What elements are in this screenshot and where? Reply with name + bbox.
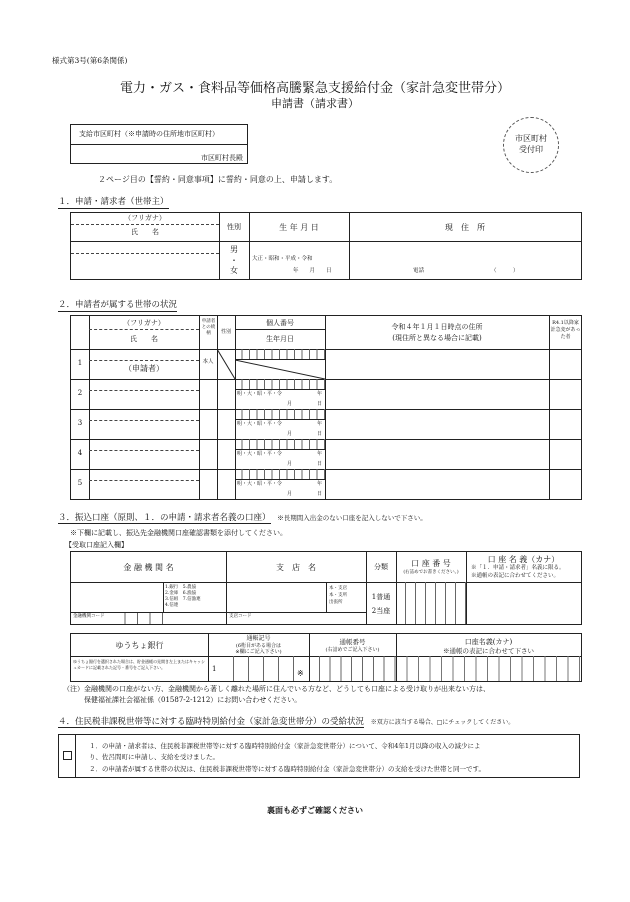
s2-sex: 性別 (220, 329, 231, 335)
row4-day: 日 (317, 461, 323, 467)
row4-year: 年 (317, 451, 323, 457)
row2-no: 2 (77, 389, 83, 397)
futsu-option[interactable]: 1普通 (371, 593, 391, 601)
row2-day: 日 (317, 401, 323, 407)
s2-name: 氏 名 (130, 335, 158, 343)
yucho-number-note: (右詰めでご記入下さい) (325, 647, 380, 653)
branch-name-label: 支 店 名 (276, 563, 316, 572)
benefit-checkbox[interactable] (63, 751, 72, 760)
row3-era: 明・大・昭・平・令 (237, 421, 283, 427)
s1-sex: 性別 (227, 223, 241, 231)
yucho-table[interactable] (70, 633, 582, 682)
s2-furigana: （フリガナ） (123, 319, 165, 327)
section4-heading-note: ※双方に該当する場合、□にチェックしてください。 (370, 719, 515, 726)
row4-month: 月 (287, 461, 293, 467)
s2-sudden-change: R4.1以降家計急変があった者 (550, 320, 581, 340)
row3-year: 年 (317, 421, 323, 427)
yucho-one: 1 (212, 665, 217, 673)
section1-heading: １．申請・請求者（世帯主） (58, 197, 169, 207)
row5-day: 日 (317, 491, 323, 497)
yucho-holder-note: ※通帳の表記に合わせて下さい (443, 647, 534, 655)
row3-day: 日 (317, 431, 323, 437)
s1-eras: 大正・昭和・平成・令和 (252, 256, 313, 262)
bank-code-label: 金融機関コード (73, 614, 105, 619)
s2-address: 令和４年１月１日時点の住所 (391, 323, 483, 331)
row2-year: 年 (317, 391, 323, 397)
row5-year: 年 (317, 481, 323, 487)
section4-line2: り、佐呂間町に申請し、支給を受けました。 (89, 753, 219, 761)
category-label: 分類 (374, 563, 388, 571)
benefit-status-box (58, 734, 580, 778)
holder-label: 口 座 名 義（カナ） (487, 555, 560, 564)
s2-relation: 申請者との続柄 (201, 319, 216, 336)
section4-line1: １．の申請・請求者は、住民税非課税世帯等に対する臨時特別給付金（家計急変世帯分）について、令和4年1月以降の収入の減少によ (89, 742, 481, 750)
s1-phone-paren: （ ） (491, 268, 519, 274)
yucho-label: ゆうちょ銀行 (115, 641, 164, 650)
s2-mynumber: 個人番号 (266, 319, 294, 327)
page-title: 電力・ガス・食料品等価格高騰緊急支援給付金（家計急変世帯分） (119, 81, 510, 96)
s1-male[interactable]: 男 (230, 245, 238, 254)
yucho-symbol-label: 通帳記号 (246, 635, 271, 642)
household-table[interactable] (70, 315, 582, 500)
s2-dob: 生年月日 (266, 335, 294, 343)
row5-month: 月 (287, 491, 293, 497)
section4-heading-wrap (58, 718, 514, 727)
s2-address-note: (現住所と異なる場合に記載) (392, 334, 482, 342)
s1-name: 氏 名 (131, 228, 159, 236)
branch-types: 本・支店 本・支所 出張所 (329, 586, 347, 605)
s1-ymd: 年 月 日 (293, 268, 332, 274)
row4-era: 明・大・昭・平・令 (237, 451, 283, 457)
section4-line3: ２．の申請者が属する世帯の状況は、住民税非課税世帯等に対する臨時特別給付金（家計急変世帯分）の支給を受けた世帯と同一です。 (89, 765, 485, 773)
section3-note: ※下欄に記載し、振込先金融機関口座確認書類を添付してください。 (70, 529, 287, 537)
row5-era: 明・大・昭・平・令 (237, 481, 283, 487)
municipality-suffix: 市区町村長殿 (201, 154, 243, 162)
receipt-stamp: 市区町村 受付印 (503, 117, 559, 173)
holder-note1: ※「１．申請・請求者」名義に限る。 (471, 565, 565, 571)
section3-bracket: 【受取口座記入欄】 (65, 541, 128, 549)
yucho-star: ※ (297, 669, 304, 678)
yucho-note: ゆうちょ銀行を選択された場合は、貯金通帳の見開き左上またはキャッシュカードに記載された記号・番号をご記入下さい。 (73, 659, 205, 670)
yucho-number-label: 通帳番号 (339, 638, 366, 646)
footnote2: 保健福祉課社会福祉係（01587-2-1212）にお問い合わせください。 (84, 696, 302, 704)
page-subtitle: 申請書（請求書） (271, 97, 359, 110)
s1-address: 現 住 所 (445, 223, 485, 232)
consent-text: ２ページ目の【誓約・同意事項】に誓約・同意の上、申請します。 (98, 175, 338, 184)
yucho-holder-label: 口座名義(カナ) (464, 638, 513, 646)
toza-option[interactable]: 2当座 (371, 607, 391, 615)
holder-note2: ※通帳の表記に合わせてください。 (471, 573, 560, 579)
row2-month: 月 (287, 401, 293, 407)
footer-note: 裏面も必ずご確認ください (267, 805, 363, 815)
section2-heading: ２．申請者が属する世帯の状況 (58, 300, 178, 310)
row1-dob-slash (235, 360, 325, 379)
s1-furigana: （フリガナ） (124, 214, 166, 222)
section3-heading: ３．振込口座（原則、１．の申請・請求者名義の口座） ※長期間入出金のない口座を記入しないで下さい。 (58, 513, 427, 523)
bank-account-table[interactable] (70, 551, 582, 625)
applicant-table[interactable] (70, 212, 582, 280)
row1-name: （申請者） (124, 364, 164, 373)
row1-no: 1 (77, 359, 83, 367)
account-number-note: (右詰めでお書きください。) (403, 570, 459, 575)
bank-types: 1.銀行 5.農協 2.金庫 6.漁協 3.信組 7.信漁連 4.信連 (165, 585, 201, 608)
row3-month: 月 (287, 431, 293, 437)
s1-phone: 電話 (413, 268, 425, 274)
row1-sex-slash (217, 349, 235, 379)
municipality-box[interactable] (70, 124, 248, 164)
row4-no: 4 (77, 449, 83, 457)
row2-era: 明・大・昭・平・令 (237, 391, 283, 397)
s1-female[interactable]: 女 (230, 266, 238, 275)
bank-name-label: 金 融 機 関 名 (123, 563, 174, 572)
municipality-label: 支給市区町村（※申請時の住所地市区町村） (79, 130, 219, 138)
s1-dob: 生 年 月 日 (279, 223, 319, 232)
section4-heading: ４．住民税非課税世帯等に対する臨時特別給付金（家計急変世帯分）の受給状況 (58, 717, 365, 727)
row1-relation: 本人 (202, 359, 214, 365)
form-number: 様式第3号(第6条関係) (52, 56, 128, 65)
yucho-symbol-note: (6桁目がある場合は ※欄にご記入下さい) (235, 643, 282, 655)
row3-no: 3 (77, 419, 83, 427)
row5-no: 5 (77, 479, 83, 487)
s1-dot: ・ (230, 256, 238, 265)
branch-code-label: 支店コード (229, 614, 252, 619)
account-number-label: 口 座 番 号 (411, 559, 451, 568)
footnote1: （注）金融機関の口座がない方、金融機関から著しく離れた場所に住んでいる方など、どうしても口座による受け取りが出来ない方は、 (63, 685, 490, 693)
